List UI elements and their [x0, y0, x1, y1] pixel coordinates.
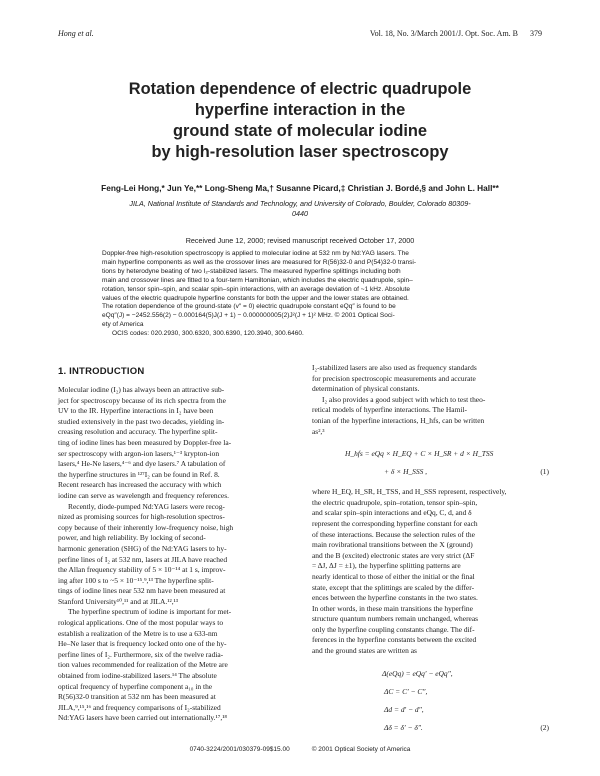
text-line: harmonic generation (SHG) of the Nd:YAG lasers to hy-	[58, 543, 227, 553]
text-line: perfine lines of I₂ at 532 nm, lasers at JILA have reached	[58, 554, 228, 564]
text-line: state, except that the splittings are scaled by the differ-	[312, 582, 475, 592]
running-author: Hong et al.	[58, 29, 94, 38]
journal-name: Vol. 18, No. 3/March 2001/J. Opt. Soc. Am. B	[369, 29, 518, 38]
title-line: ground state of molecular iodine	[172, 122, 428, 140]
text-line: UV to the IR. Hyperfine interactions in I₂ have been	[58, 406, 214, 416]
text-line: tion values recommended for realization of the Metre are	[58, 660, 228, 670]
text-line: ser spectroscopy with argon-ion lasers,¹⁻³ krypton-ion	[58, 448, 220, 458]
equation-number: (2)	[540, 722, 549, 732]
abstract-line: eQq″(J) = −2452.556(2) − 0.000164(5)J(J + 1) − 0.000000005(2)J²(J + 1)² MHz. © 2001 Optical Soci-	[102, 312, 395, 320]
equation-text: Δd = d′ − d″,	[384, 704, 424, 714]
text-line: the Allan frequency stability of 5 × 10⁻¹⁴ at 1 s, improv-	[58, 565, 226, 575]
equation-2-line-2	[312, 683, 549, 701]
right-column	[312, 363, 549, 737]
equation-2-line-3	[312, 701, 549, 719]
equation-text: Δδ = δ′ − δ″.	[384, 722, 423, 732]
abstract	[102, 250, 500, 339]
equation-text: H_hfs = eQq × H_EQ + C × H_SR + d × H_TSS	[345, 449, 494, 459]
text-line: Recent research has increased the accuracy with which	[58, 480, 222, 490]
text-line: I₂ also provides a good subject with which to test theo-	[322, 394, 486, 404]
copyright: © 2001 Optical Society of America	[311, 746, 411, 753]
abstract-line: main hyperfine components as well as the crossover lines are measured for R(56)32-0 and P(54)32-0 transi-	[102, 258, 417, 266]
text-line: the electric quadrupole, spin–rotation, tensor spin–spin,	[312, 497, 478, 507]
text-line: tonian of the hyperfine interactions, H_hfs, can be written	[312, 415, 485, 425]
text-line: as²,³	[312, 426, 325, 436]
text-line: and scalar spin–spin interactions and eQq, C, d, and δ	[312, 508, 472, 518]
text-line: the hyperfine structures in ¹²⁷I₂ can be found in Ref. 8.	[58, 469, 220, 479]
text-line: iodine can serve as wavelength and frequency references.	[58, 490, 229, 500]
text-line: obtained from iodine-stabilized lasers.¹⁴ The absolute	[58, 671, 217, 681]
text-line: He–Ne laser that is frequency locked onto one of the hy-	[58, 639, 227, 649]
abstract-line: tions by heterodyne beating of two I₂-stabilized lasers. The measured hyperfine splittings including both	[102, 267, 401, 275]
text-line: structure quantum numbers remain unchanged, whereas	[312, 614, 479, 624]
affiliation-line: JILA, National Institute of Standards and Technology, and University of Colorado, Boulder, Colorado 80309-	[129, 199, 471, 208]
text-line: ing after 100 s to ~5 × 10⁻¹⁵.⁹,¹³ The hyperfine split-	[58, 575, 214, 585]
equation-1-line-1	[312, 445, 549, 463]
page-number: 379	[530, 29, 542, 38]
abstract-line: The rotation dependence of the ground-state (v″ = 0) electric quadrupole constant eQq″ is found to be	[102, 303, 396, 311]
text-line: The hyperfine spectrum of iodine is important for met-	[68, 607, 232, 617]
text-line: optical frequency of hyperfine component a₁₀ in the	[58, 681, 213, 691]
text-line: for precision spectroscopic measurements and accurate	[312, 373, 476, 383]
running-head	[58, 29, 542, 41]
right-column-middle	[312, 487, 549, 657]
equation-number: (1)	[540, 467, 549, 477]
title-line: by high-resolution laser spectroscopy	[151, 143, 449, 161]
text-line: of these interactions. Because the selection rules of the	[312, 529, 475, 539]
journal-citation	[370, 29, 542, 38]
text-line: rological applications. One of the most popular ways to	[58, 618, 224, 628]
text-line: establish a realization of the Metre is to use a 633-nm	[58, 628, 218, 638]
abstract-line: rotation, tensor spin–spin, and scalar spin–spin interactions, with an average deviation of ~1 kHz. Absolute	[102, 285, 411, 293]
text-line: perfine lines of I₂. Furthermore, six of the twelve radia-	[58, 649, 224, 659]
title-line: Rotation dependence of electric quadrupole	[128, 80, 472, 98]
text-line: and the B (excited) electronic states are very strict (ΔF	[312, 550, 475, 560]
text-line: tings of iodine lines near 532 nm have been measured at	[58, 586, 226, 596]
text-line: retical models of hyperfine interactions. The Hamil-	[312, 405, 467, 415]
text-line: Nd:YAG lasers have been carried out internationally.¹⁷,¹⁸	[58, 713, 228, 723]
text-line: main rovibrational transitions between the X (ground)	[312, 540, 473, 550]
section-heading: 1. INTRODUCTION	[58, 366, 145, 377]
abstract-line: main and crossover lines are fitted to a four-term Hamiltonian, which includes the electric quadrupole, spin–	[102, 276, 413, 284]
text-line: In other words, in these main transitions the hyperfine	[312, 603, 473, 613]
equation-text: ΔC = C′ − C″,	[384, 686, 428, 696]
text-line: ject for spectroscopy because of its rich spectra from the	[58, 395, 226, 405]
text-line: nearly identical to those of either the initial or the final	[312, 571, 475, 581]
author-list: Feng-Lei Hong,* Jun Ye,** Long-Sheng Ma,† Susanne Picard,‡ Christian J. Bordé,§ and John L. Hall**	[101, 183, 499, 193]
ocis-codes: OCIS codes: 020.2930, 300.6320, 300.6390, 120.3940, 300.6460.	[112, 330, 304, 338]
left-column	[58, 385, 295, 724]
text-line: Molecular iodine (I₂) has always been an attractive sub-	[58, 385, 225, 394]
text-line: determination of physical constants.	[312, 384, 420, 394]
page-footer	[60, 746, 540, 753]
equation-text: Δ(eQq) = eQq′ − eQq″,	[382, 668, 453, 678]
abstract-line: ety of America	[102, 321, 144, 329]
article-code: 0740-3224/2001/030379-09$15.00	[189, 746, 290, 753]
equation-2-line-1	[312, 665, 549, 683]
affiliation	[120, 199, 480, 219]
text-line: Stanford University¹⁰,¹¹ and at JILA.¹²,¹³	[58, 596, 179, 606]
text-line: only the hyperfine coupling constants change. The dif-	[312, 624, 475, 634]
text-line: where H_EQ, H_SR, H_TSS, and H_SSS represent, respectively,	[312, 487, 507, 497]
title-line: hyperfine interaction in the	[194, 101, 406, 119]
paper-title	[60, 79, 540, 163]
affiliation-line: 0440	[292, 209, 308, 218]
equation-2-line-4	[312, 719, 549, 737]
text-line: ences between the hyperfine constants in the two states.	[312, 593, 478, 603]
received-dates: Received June 12, 2000; revised manuscript received October 17, 2000	[185, 236, 415, 245]
abstract-line: Doppler-free high-resolution spectroscopy is applied to molecular iodine at 532 nm by Nd:YAG lasers. The	[102, 250, 409, 257]
text-line: and the ground states are written as	[312, 646, 417, 656]
text-line: Recently, diode-pumped Nd:YAG lasers were recog-	[68, 501, 225, 511]
text-line: = ΔJ, ΔJ = ±1), the hyperfine splitting patterns are	[312, 561, 461, 571]
text-line: nized as promising sources for high-resolution spectros-	[58, 512, 225, 522]
equation-1-line-2	[312, 463, 549, 481]
abstract-line: values of the electric quadrupole hyperfine constants for both the upper and the lower states are obtained.	[102, 294, 409, 302]
text-line: R(56)32-0 transition at 532 nm has been measured at	[58, 692, 216, 702]
text-line: represent the corresponding hyperfine constant for each	[312, 518, 478, 528]
text-line: studied extensively in the past two decades, yielding in-	[58, 416, 225, 426]
text-line: lasers,⁴ He-Ne lasers,⁴⁻⁶ and dye lasers.⁷ A tabulation of	[58, 459, 226, 469]
text-line: creasing resolution and accuracy. The hyperfine split-	[58, 427, 218, 437]
text-line: ting of iodine lines has been measured by Doppler-free la-	[58, 437, 232, 447]
text-line: ferences in the hyperfine constants between the excited	[312, 635, 477, 645]
text-line: power, and high reliability. By locking of second-	[58, 533, 206, 543]
text-line: JILA,⁹,¹⁵,¹⁶ and frequency comparisons of I₂-stabilized	[58, 702, 221, 712]
right-column-top	[312, 363, 549, 437]
text-line: copy because of their inherently low-frequency noise, high	[58, 522, 234, 532]
equation-text: + δ × H_SSS ,	[384, 467, 428, 477]
text-line: I₂-stabilized lasers are also used as frequency standards	[312, 363, 477, 372]
